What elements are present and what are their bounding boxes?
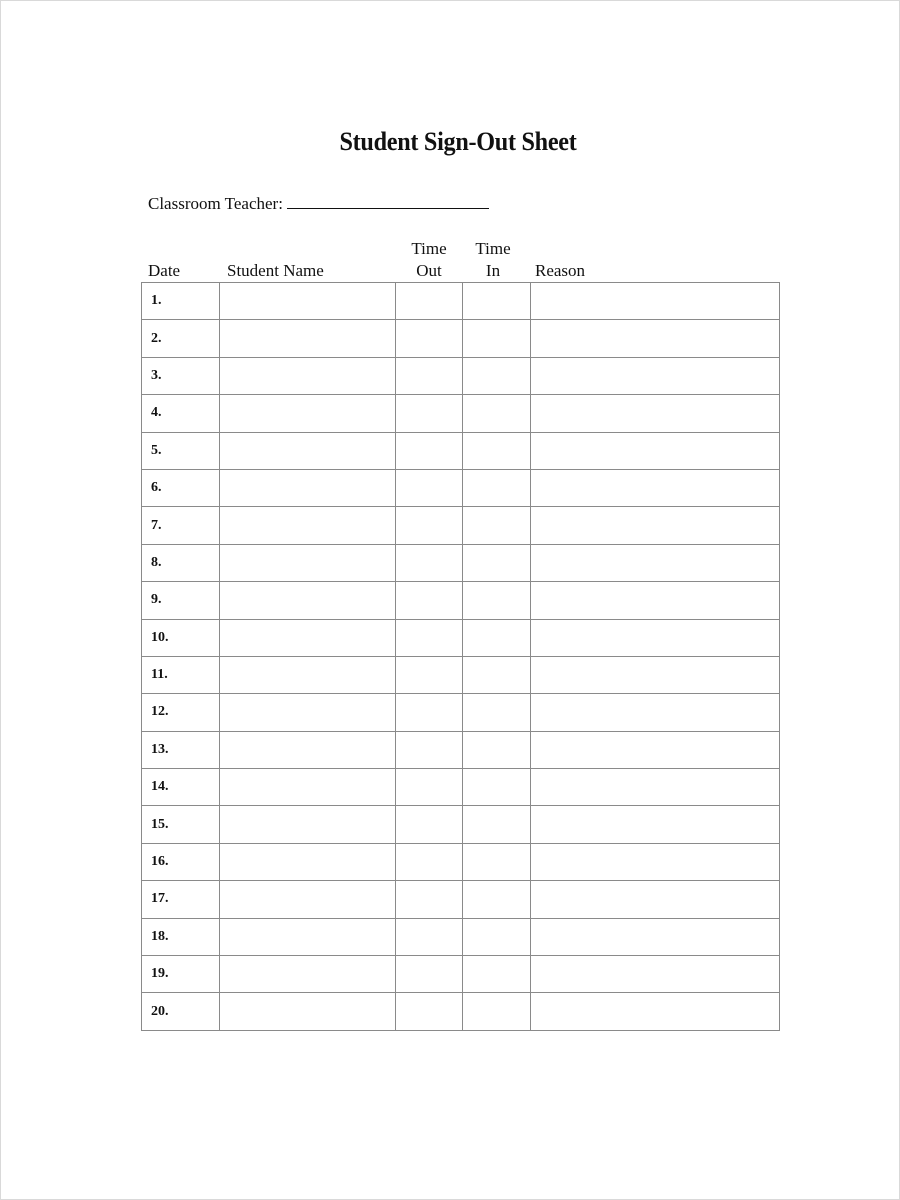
column-header-student-name: Student Name xyxy=(227,261,324,280)
reason-cell[interactable] xyxy=(531,731,780,768)
table-row xyxy=(142,881,780,918)
time-out-cell[interactable] xyxy=(396,731,463,768)
reason-cell[interactable] xyxy=(531,843,780,880)
date-cell[interactable] xyxy=(142,881,220,918)
student-name-cell[interactable] xyxy=(220,320,396,357)
row-number: 11. xyxy=(151,667,168,683)
date-cell[interactable] xyxy=(142,731,220,768)
time-in-cell[interactable] xyxy=(463,544,531,581)
column-header-time-in xyxy=(464,238,522,282)
student-name-cell[interactable] xyxy=(220,843,396,880)
reason-cell[interactable] xyxy=(531,656,780,693)
table-row xyxy=(142,806,780,843)
date-cell[interactable] xyxy=(142,956,220,993)
reason-cell[interactable] xyxy=(531,320,780,357)
column-header-time-in-line2: In xyxy=(485,261,501,280)
time-in-cell[interactable] xyxy=(463,694,531,731)
reason-cell[interactable] xyxy=(531,507,780,544)
row-number: 8. xyxy=(151,554,162,570)
student-name-cell[interactable] xyxy=(220,507,396,544)
reason-cell[interactable] xyxy=(531,432,780,469)
reason-cell[interactable] xyxy=(531,544,780,581)
time-in-cell[interactable] xyxy=(463,320,531,357)
row-number: 19. xyxy=(151,966,169,982)
time-in-cell[interactable] xyxy=(463,582,531,619)
reason-cell[interactable] xyxy=(531,283,780,320)
date-cell[interactable] xyxy=(142,993,220,1030)
date-cell[interactable] xyxy=(142,582,220,619)
row-number: 9. xyxy=(151,592,162,608)
time-in-cell[interactable] xyxy=(463,993,531,1030)
student-name-cell[interactable] xyxy=(220,619,396,656)
row-number: 13. xyxy=(151,741,169,757)
row-number: 15. xyxy=(151,816,169,832)
row-number: 4. xyxy=(151,405,162,421)
table-row xyxy=(142,507,780,544)
student-name-cell[interactable] xyxy=(220,881,396,918)
time-in-cell[interactable] xyxy=(463,918,531,955)
date-cell[interactable] xyxy=(142,656,220,693)
time-in-cell[interactable] xyxy=(463,769,531,806)
time-out-cell[interactable] xyxy=(396,993,463,1030)
table-row xyxy=(142,656,780,693)
date-cell[interactable] xyxy=(142,619,220,656)
row-number: 6. xyxy=(151,480,162,496)
student-name-cell[interactable] xyxy=(220,395,396,432)
reason-cell[interactable] xyxy=(531,694,780,731)
date-cell[interactable] xyxy=(142,283,220,320)
student-name-cell[interactable] xyxy=(220,993,396,1030)
table-row xyxy=(142,582,780,619)
page-title: Student Sign-Out Sheet xyxy=(339,127,577,156)
classroom-teacher-label: Classroom Teacher: xyxy=(148,194,283,213)
student-name-cell[interactable] xyxy=(220,656,396,693)
date-cell[interactable] xyxy=(142,843,220,880)
time-out-cell[interactable] xyxy=(396,395,463,432)
time-out-cell[interactable] xyxy=(396,918,463,955)
reason-cell[interactable] xyxy=(531,619,780,656)
column-header-time-in-line1: Time xyxy=(475,239,511,258)
classroom-teacher-blank[interactable] xyxy=(287,192,489,209)
table-row xyxy=(142,432,780,469)
student-name-cell[interactable] xyxy=(220,694,396,731)
reason-cell[interactable] xyxy=(531,956,780,993)
table-row xyxy=(142,357,780,394)
table-row xyxy=(142,320,780,357)
date-cell[interactable] xyxy=(142,320,220,357)
time-out-cell[interactable] xyxy=(396,357,463,394)
time-out-cell[interactable] xyxy=(396,769,463,806)
table-row xyxy=(142,469,780,506)
date-cell[interactable] xyxy=(142,544,220,581)
time-out-cell[interactable] xyxy=(396,544,463,581)
time-in-cell[interactable] xyxy=(463,432,531,469)
classroom-teacher-line xyxy=(148,192,489,214)
row-number: 12. xyxy=(151,704,169,720)
row-number: 20. xyxy=(151,1003,169,1019)
date-cell[interactable] xyxy=(142,432,220,469)
student-name-cell[interactable] xyxy=(220,432,396,469)
time-in-cell[interactable] xyxy=(463,469,531,506)
column-header-reason: Reason xyxy=(535,261,586,280)
table-row xyxy=(142,619,780,656)
table-row xyxy=(142,843,780,880)
time-out-cell[interactable] xyxy=(396,806,463,843)
date-cell[interactable] xyxy=(142,357,220,394)
date-cell[interactable] xyxy=(142,806,220,843)
time-out-cell[interactable] xyxy=(396,582,463,619)
time-out-cell[interactable] xyxy=(396,881,463,918)
table-row xyxy=(142,283,780,320)
time-out-cell[interactable] xyxy=(396,694,463,731)
column-header-date: Date xyxy=(148,261,181,280)
student-name-cell[interactable] xyxy=(220,544,396,581)
row-number: 1. xyxy=(151,293,162,309)
time-out-cell[interactable] xyxy=(396,283,463,320)
table-row xyxy=(142,956,780,993)
time-in-cell[interactable] xyxy=(463,357,531,394)
time-out-cell[interactable] xyxy=(396,320,463,357)
row-number: 7. xyxy=(151,517,162,533)
reason-cell[interactable] xyxy=(531,395,780,432)
column-header-time-out-line1: Time xyxy=(411,239,447,258)
student-name-cell[interactable] xyxy=(220,469,396,506)
time-in-cell[interactable] xyxy=(463,283,531,320)
time-in-cell[interactable] xyxy=(463,619,531,656)
reason-cell[interactable] xyxy=(531,806,780,843)
sign-out-table xyxy=(141,282,780,1031)
column-header-time-out xyxy=(401,238,457,282)
time-in-cell[interactable] xyxy=(463,731,531,768)
date-cell[interactable] xyxy=(142,769,220,806)
row-number: 17. xyxy=(151,891,169,907)
reason-cell[interactable] xyxy=(531,918,780,955)
sign-out-table-body xyxy=(142,283,780,1031)
student-name-cell[interactable] xyxy=(220,731,396,768)
date-cell[interactable] xyxy=(142,469,220,506)
date-cell[interactable] xyxy=(142,918,220,955)
table-row xyxy=(142,694,780,731)
table-row xyxy=(142,731,780,768)
time-in-cell[interactable] xyxy=(463,395,531,432)
student-name-cell[interactable] xyxy=(220,357,396,394)
table-row xyxy=(142,395,780,432)
time-out-cell[interactable] xyxy=(396,656,463,693)
reason-cell[interactable] xyxy=(531,881,780,918)
row-number: 16. xyxy=(151,854,169,870)
time-out-cell[interactable] xyxy=(396,432,463,469)
time-out-cell[interactable] xyxy=(396,469,463,506)
time-in-cell[interactable] xyxy=(463,956,531,993)
reason-cell[interactable] xyxy=(531,769,780,806)
student-name-cell[interactable] xyxy=(220,956,396,993)
table-row xyxy=(142,544,780,581)
table-row xyxy=(142,918,780,955)
row-number: 5. xyxy=(151,442,162,458)
date-cell[interactable] xyxy=(142,694,220,731)
table-row xyxy=(142,993,780,1030)
row-number: 3. xyxy=(151,367,162,383)
time-in-cell[interactable] xyxy=(463,656,531,693)
time-out-cell[interactable] xyxy=(396,507,463,544)
time-in-cell[interactable] xyxy=(463,843,531,880)
row-number: 14. xyxy=(151,779,169,795)
time-in-cell[interactable] xyxy=(463,881,531,918)
reason-cell[interactable] xyxy=(531,469,780,506)
time-out-cell[interactable] xyxy=(396,843,463,880)
row-number: 2. xyxy=(151,330,162,346)
reason-cell[interactable] xyxy=(531,993,780,1030)
date-cell[interactable] xyxy=(142,507,220,544)
student-name-cell[interactable] xyxy=(220,283,396,320)
time-out-cell[interactable] xyxy=(396,956,463,993)
date-cell[interactable] xyxy=(142,395,220,432)
student-name-cell[interactable] xyxy=(220,918,396,955)
row-number: 10. xyxy=(151,629,169,645)
time-out-cell[interactable] xyxy=(396,619,463,656)
table-row xyxy=(142,769,780,806)
time-in-cell[interactable] xyxy=(463,806,531,843)
row-number: 18. xyxy=(151,928,169,944)
time-in-cell[interactable] xyxy=(463,507,531,544)
student-name-cell[interactable] xyxy=(220,582,396,619)
reason-cell[interactable] xyxy=(531,582,780,619)
student-name-cell[interactable] xyxy=(220,769,396,806)
student-name-cell[interactable] xyxy=(220,806,396,843)
column-header-time-out-line2: Out xyxy=(416,261,442,280)
reason-cell[interactable] xyxy=(531,357,780,394)
